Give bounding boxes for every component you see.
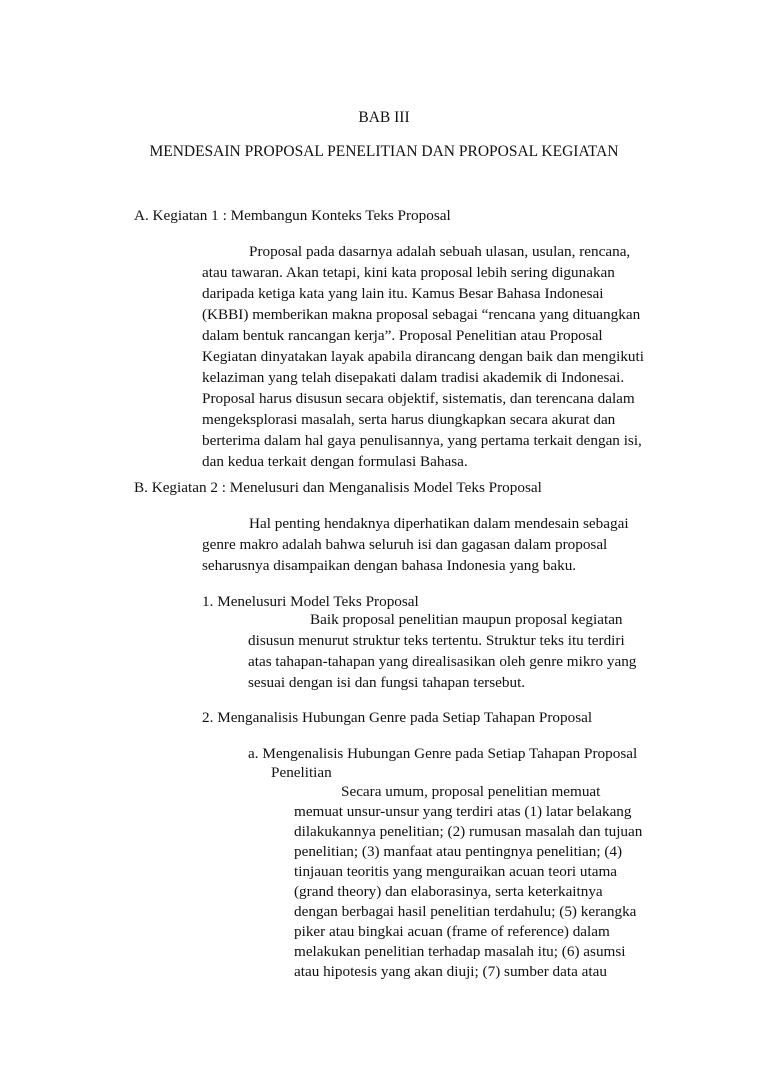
paragraph-line: sesuai dengan isi dan fungsi tahapan tersebut. (248, 674, 526, 691)
section-a-heading: A. Kegiatan 1 : Membangun Konteks Teks Proposal (134, 207, 451, 224)
paragraph-line: (KBBI) memberikan makna proposal sebagai “rencana yang dituangkan (202, 306, 641, 323)
section-b-heading: B. Kegiatan 2 : Menelusuri dan Menganalisis Model Teks Proposal (134, 479, 542, 496)
paragraph-line: dengan berbagai hasil penelitian terdahulu; (5) kerangka (294, 903, 637, 920)
paragraph-line: daripada ketiga kata yang lain itu. Kamus Besar Bahasa Indonesai (202, 285, 604, 302)
paragraph-line: mengeksplorasi masalah, serta harus diungkapkan secara akurat dan (202, 411, 616, 428)
item-1-heading: 1. Menelusuri Model Teks Proposal (202, 593, 419, 610)
paragraph-line: Proposal harus disusun secara objektif, sistematis, dan terencana dalam (202, 390, 635, 407)
chapter-number: BAB III (358, 109, 410, 126)
sub-a-heading: a. Mengenalisis Hubungan Genre pada Setiap Tahapan Proposal (248, 745, 638, 762)
paragraph-line: berterima dalam hal gaya penulisannya, yang pertama terkait dengan isi, (202, 432, 642, 449)
paragraph-line: Proposal pada dasarnya adalah sebuah ulasan, usulan, rencana, (249, 243, 631, 260)
paragraph-line: dan kedua terkait dengan formulasi Bahasa. (202, 453, 468, 470)
paragraph-line: piker atau bingkai acuan (frame of reference) dalam (294, 923, 610, 940)
paragraph-line: penelitian; (3) manfaat atau pentingnya penelitian; (4) (294, 843, 623, 860)
paragraph-line: kelaziman yang telah disepakati dalam tradisi akademik di Indonesai. (202, 369, 625, 386)
paragraph-line: Secara umum, proposal penelitian memuat (341, 783, 601, 800)
paragraph-line: seharusnya disampaikan dengan bahasa Indonesia yang baku. (202, 557, 577, 574)
sub-a-heading-cont: Penelitian (271, 764, 332, 781)
paragraph-line: dilakukannya penelitian; (2) rumusan masalah dan tujuan (294, 823, 643, 840)
paragraph-line: tinjauan teoritis yang menguraikan acuan teori utama (294, 863, 618, 880)
paragraph-line: Hal penting hendaknya diperhatikan dalam mendesain sebagai (249, 515, 629, 532)
paragraph-line: atau hipotesis yang akan diuji; (7) sumber data atau (294, 963, 607, 980)
paragraph-line: atau tawaran. Akan tetapi, kini kata proposal lebih sering digunakan (202, 264, 615, 281)
item-2-heading: 2. Menganalisis Hubungan Genre pada Setiap Tahapan Proposal (202, 709, 593, 726)
paragraph-line: Kegiatan dinyatakan layak apabila dirancang dengan baik dan mengikuti (202, 348, 644, 365)
paragraph-line: disusun menurut struktur teks tertentu. Struktur teks itu terdiri (248, 632, 625, 649)
paragraph-line: Baik proposal penelitian maupun proposal kegiatan (310, 611, 623, 628)
paragraph-line: memuat unsur-unsur yang terdiri atas (1) latar belakang (294, 803, 632, 820)
paragraph-line: atas tahapan-tahapan yang direalisasikan oleh genre mikro yang (248, 653, 637, 670)
paragraph-line: melakukan penelitian terhadap masalah itu; (6) asumsi (294, 943, 626, 960)
paragraph-line: dalam bentuk rancangan kerja”. Proposal Penelitian atau Proposal (202, 327, 603, 344)
chapter-title: MENDESAIN PROPOSAL PENELITIAN DAN PROPOSAL KEGIATAN (149, 143, 619, 160)
paragraph-line: (grand theory) dan elaborasinya, serta keterkaitnya (294, 883, 603, 900)
paragraph-line: genre makro adalah bahwa seluruh isi dan gagasan dalam proposal (202, 536, 608, 553)
